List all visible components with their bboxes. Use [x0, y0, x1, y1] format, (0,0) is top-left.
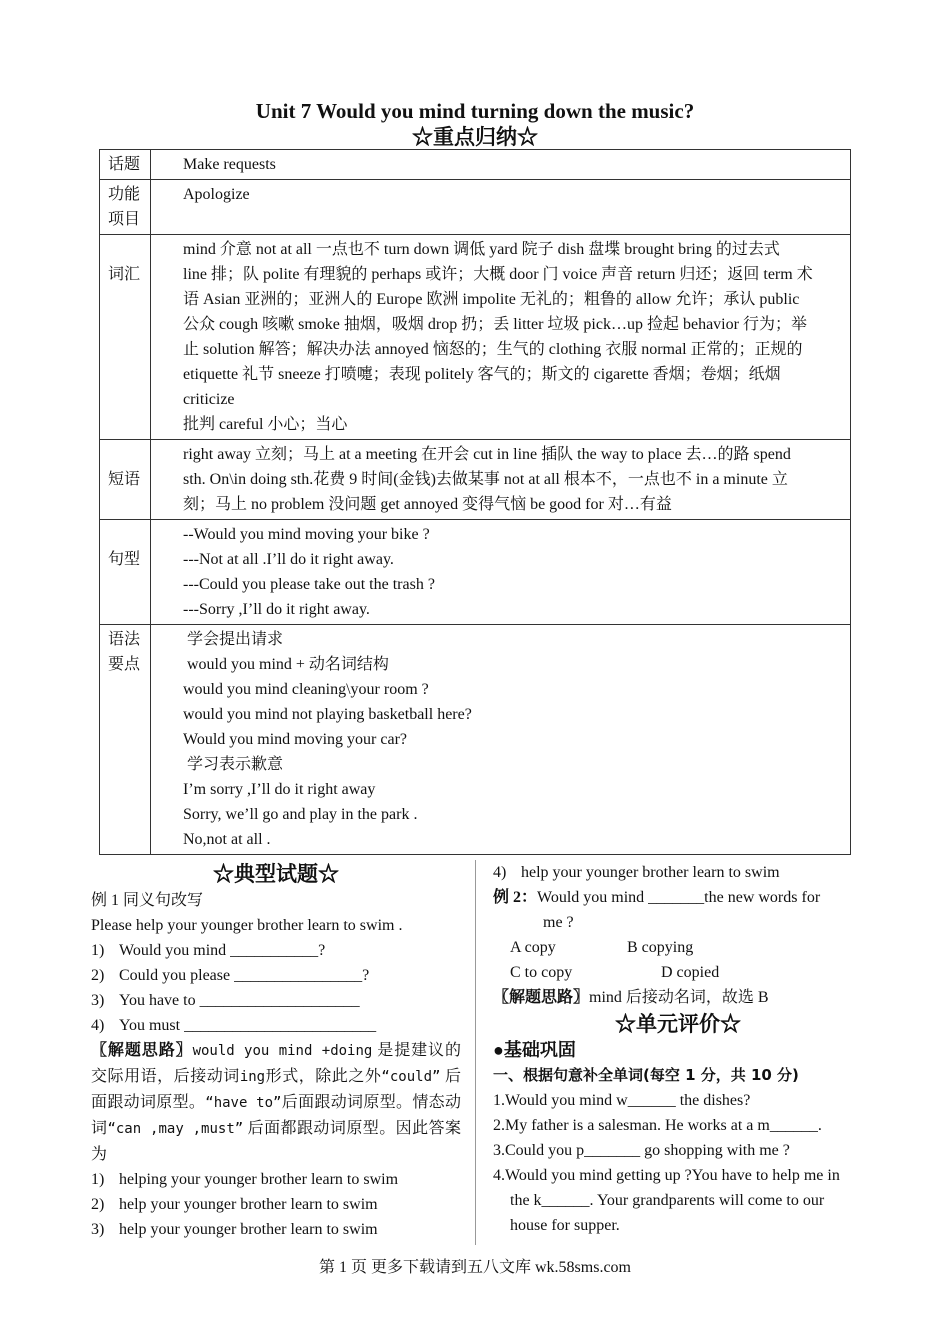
solution-hint	[91, 1038, 461, 1167]
item-text: help your younger brother learn to swim	[119, 1221, 378, 1238]
example-1-label: 例 1 同义句改写	[91, 892, 204, 909]
text-line: sth. On\in doing sth.花费 9 时间(金钱)去做某事 not at all 根本不，一点也不 in a minute 立	[183, 471, 788, 488]
column-divider	[475, 860, 476, 1245]
list-item	[91, 1192, 461, 1217]
row-label-text: 短语	[108, 471, 141, 488]
text-line: ---Not at all .I’ll do it right away.	[183, 551, 394, 568]
question-text: Would you mind _______the new words for	[537, 889, 821, 906]
basics-heading: ●基础巩固	[493, 1040, 576, 1060]
summary-table	[99, 149, 851, 855]
hint-code: “have to”	[205, 1095, 282, 1111]
hint-text: mind 后接动名词，故选 B	[589, 989, 769, 1006]
option-b: B copying	[627, 939, 694, 956]
list-item	[91, 1167, 461, 1192]
list-item	[91, 938, 461, 963]
option-c: C to copy	[510, 964, 573, 981]
item-number: 1)	[91, 1171, 105, 1188]
list-item	[91, 988, 461, 1013]
hint-code: would you mind +doing	[192, 1043, 373, 1059]
list-item	[91, 963, 461, 988]
example-2-question	[493, 885, 863, 910]
text-line: I’m sorry ,I’ll do it right away	[183, 781, 376, 798]
section-title-summary: ☆重点归纳☆	[412, 125, 538, 149]
question-3: 3.Could you p_______ go shopping with me ?	[493, 1142, 790, 1159]
row-label-text: 句型	[108, 551, 141, 568]
text-line: ---Sorry ,I’ll do it right away.	[183, 601, 370, 618]
row-label	[100, 235, 151, 440]
options-row	[493, 935, 863, 960]
hint-text: 后面跟动词原型。情态动词	[91, 1094, 461, 1137]
section-title-unit-evaluation: ☆单元评价☆	[615, 1012, 741, 1036]
section-title-typical-questions: ☆典型试题☆	[213, 862, 339, 886]
item-number: 4)	[493, 864, 507, 881]
hint-text: 形式，除此之外	[265, 1068, 382, 1085]
hint-text: 后面跟动词原型。	[91, 1068, 461, 1111]
right-column	[493, 860, 863, 1238]
table-row-grammar	[100, 625, 851, 855]
text-line: would you mind not playing basketball here?	[183, 706, 472, 723]
text-line: ---Could you please take out the trash ?	[183, 576, 435, 593]
example-2-hint	[493, 985, 863, 1010]
page-footer: 第 1 页 更多下载请到五八文库 wk.58sms.com	[318, 1259, 631, 1276]
table-row-topic	[100, 150, 851, 180]
row-content	[151, 625, 851, 855]
text-line: 学习表示歉意	[187, 756, 284, 773]
row-label: 功能项目	[100, 180, 151, 235]
item-text: Would you mind ___________?	[119, 942, 326, 959]
row-label-text: 词汇	[108, 266, 141, 283]
option-a: A copy	[510, 939, 556, 956]
table-row-patterns	[100, 520, 851, 625]
text-line: 批判 careful 小心；当心	[183, 416, 348, 433]
text-line: 止 solution 解答；解决办法 annoyed 恼怒的；生气的 clothing 衣服 normal 正常的；正规的	[183, 341, 803, 358]
text-line: --Would you mind moving your bike ?	[183, 526, 430, 543]
item-text: You must ________________________	[119, 1017, 377, 1034]
item-text: Could you please ________________?	[119, 967, 370, 984]
item-number: 2)	[91, 1196, 105, 1213]
list-item	[91, 1013, 461, 1038]
item-text: help your younger brother learn to swim	[521, 864, 780, 881]
question-1: 1.Would you mind w______ the dishes?	[493, 1092, 751, 1109]
text-line: line 排；队 polite 有理貌的 perhaps 或许；大概 door 门 voice 声音 return 归还；返回 term 术	[183, 266, 813, 283]
page-title: Unit 7 Would you mind turning down the music?	[255, 99, 695, 123]
text-line: would you mind + 动名词结构	[187, 656, 389, 673]
question-4: 4.Would you mind getting up ?You have to help me in	[493, 1167, 840, 1184]
text-line: mind 介意 not at all 一点也不 turn down 调低 yard 院子 dish 盘堞 brought bring 的过去式	[183, 241, 780, 258]
hint-text: 是提建议的交际用语，后接动词	[91, 1042, 461, 1085]
text-line: 公众 cough 咳嗽 smoke 抽烟，吸烟 drop 扔；丢 litter 垃圾 pick…up 捡起 behavior 行为；举	[183, 316, 807, 333]
text-line: right away 立刻；马上 at a meeting 在开会 cut in line 插队 the way to place 去…的路 spend	[183, 446, 791, 463]
row-label: 话题	[100, 150, 151, 180]
hint-label: 〖解题思路〗	[493, 989, 590, 1006]
item-number: 3)	[91, 1221, 105, 1238]
question-continuation: me ?	[543, 914, 574, 931]
left-column	[91, 860, 461, 1242]
item-number: 2)	[91, 967, 105, 984]
table-row-function	[100, 180, 851, 235]
example-2-label: 例 2：	[493, 889, 538, 906]
row-content	[151, 520, 851, 625]
row-content: Make requests	[151, 150, 851, 180]
row-label	[100, 440, 151, 520]
options-row	[493, 960, 863, 985]
text-line: would you mind cleaning\your room ?	[183, 681, 429, 698]
table-row-phrases	[100, 440, 851, 520]
question-2: 2.My father is a salesman. He works at a m______.	[493, 1117, 822, 1134]
row-content: Apologize	[151, 180, 851, 235]
text-line: 学会提出请求	[187, 631, 284, 648]
item-text: helping your younger brother learn to swim	[119, 1171, 399, 1188]
hint-code: “can ,may ,must”	[107, 1121, 244, 1137]
text-line: etiquette 礼节 sneeze 打喷嚏；表现 politely 客气的；斯文的 cigarette 香烟；卷烟；纸烟	[183, 366, 781, 383]
example-1-sentence: Please help your younger brother learn to swim .	[91, 917, 403, 934]
text-line: 语 Asian 亚洲的；亚洲人的 Europe 欧洲 impolite 无礼的；粗鲁的 allow 允许；承认 public	[183, 291, 800, 308]
section-1-heading: 一、根据句意补全单词(每空 1 分，共 10 分)	[493, 1066, 799, 1084]
text-line: No,not at all .	[183, 831, 271, 848]
item-text: help your younger brother learn to swim	[119, 1196, 378, 1213]
list-item	[493, 860, 863, 885]
row-content	[151, 440, 851, 520]
question-4-continuation: the k______. Your grandparents will come to our	[510, 1192, 825, 1209]
text-line: Sorry, we’ll go and play in the park .	[183, 806, 418, 823]
text-line: criticize	[183, 391, 235, 408]
text-line: 刻；马上 no problem 没问题 get annoyed 变得气恼 be good for 对…有益	[183, 496, 672, 513]
row-label	[100, 520, 151, 625]
hint-code: “could”	[381, 1069, 441, 1085]
item-text: You have to ____________________	[119, 992, 360, 1009]
question-4-continuation: house for supper.	[510, 1217, 620, 1234]
table-row-vocab	[100, 235, 851, 440]
hint-text: 后面都跟动词原型。因此答案为	[91, 1120, 461, 1163]
text-line: Would you mind moving your car?	[183, 731, 408, 748]
item-number: 3)	[91, 992, 105, 1009]
hint-code: ing	[239, 1069, 266, 1085]
hint-label: 〖解题思路〗	[91, 1042, 193, 1059]
option-d: D copied	[661, 964, 720, 981]
row-label: 语法要点	[100, 625, 151, 855]
list-item	[91, 1217, 461, 1242]
item-number: 4)	[91, 1017, 105, 1034]
item-number: 1)	[91, 942, 105, 959]
row-content	[151, 235, 851, 440]
